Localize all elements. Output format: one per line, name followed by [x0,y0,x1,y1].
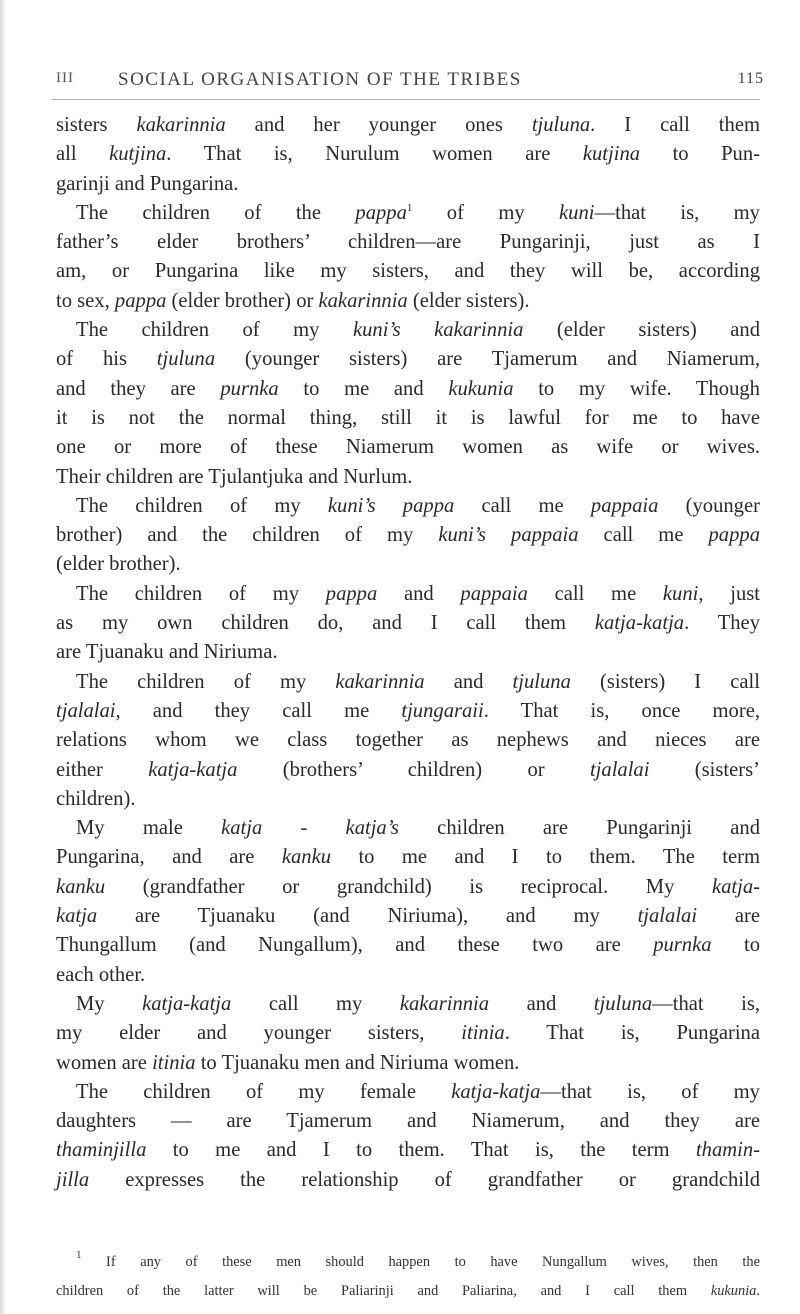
text-run: are Tjuanaku (and Niriuma), and my [97,905,638,928]
text-line [56,902,760,931]
text-run: brother) and the children of my [56,524,439,547]
text-run: The children of my [76,670,336,693]
text-run: (elder brother) or [166,289,319,312]
text-run: call me [578,524,709,547]
text-line [56,375,760,404]
text-run: of his [56,348,157,371]
text-run: as my own children do, and I call them [56,612,595,635]
text-line [56,521,760,550]
text-run: women are [56,1051,153,1074]
text-run: children are Pungarinji and [398,817,760,840]
italic-term: thamin- [695,1139,760,1162]
text-run: to [711,934,761,957]
text-line [56,756,760,785]
text-run: My male [76,817,222,840]
italic-term: katja - katja’s [221,817,399,840]
text-run: garinji and Pungarina. [56,172,239,195]
text-line [56,580,760,609]
text-run: (younger [658,494,760,517]
text-line [56,287,760,316]
text-run: —that is, of my [540,1080,760,1103]
text-run: am, or Pungarina like my sisters, and they will be, according [56,260,760,283]
text-run: The children of my female [76,1080,452,1103]
text-run: Pungarina, and are [56,846,282,869]
body-text [56,111,760,1195]
footnote-marker: 1 [76,1249,82,1261]
text-run: . That is, Pungarina [504,1022,760,1045]
text-run: either [56,758,149,781]
text-run: (brothers’ children) or [237,758,590,781]
text-run: to my wife. Though [513,377,760,400]
text-run: and [377,582,461,605]
italic-term: tjalalai [637,905,698,928]
text-run: (younger sisters) are Tjamerum and Niamerum, [215,348,760,371]
text-run: . That is, Nurulum women are [166,143,583,166]
italic-term: kanku [281,846,332,869]
italic-term: katja-katja [451,1080,541,1103]
italic-term: katja- [711,875,760,898]
text-line [56,873,760,902]
text-line [56,316,760,345]
text-run: daughters — are Tjamerum and Niamerum, and they are [56,1110,760,1133]
text-run: (elder brother). [56,553,181,576]
text-run: (grandfather or grandchild) is reciprocal. My [105,875,712,898]
footnote-line [56,1281,760,1310]
text-line [56,931,760,960]
italic-term: purnka [653,934,712,957]
text-line [56,257,760,286]
text-run: call me [527,582,663,605]
text-run: to sex, [56,289,115,312]
text-line [56,345,760,374]
text-run: (sisters) I call [570,670,760,693]
footnote-marker: 1 [406,201,413,214]
text-run: , and they call me [115,699,402,722]
italic-term: kakarinnia [399,992,490,1015]
text-line [56,1049,760,1078]
text-line [56,463,760,492]
text-run: The children of my [76,494,328,517]
text-run: to me and I to them. The term [331,846,761,869]
text-run: (sisters’ [649,758,760,781]
text-line [56,228,760,257]
text-run: , just [698,582,760,605]
italic-term: kutjina [109,143,167,166]
text-line [56,668,760,697]
italic-term: itinia [461,1022,505,1045]
text-line [56,638,760,667]
italic-term: pappaia [460,582,528,605]
italic-term: kakarinnia [136,114,226,136]
italic-term: tjuluna [531,114,591,136]
text-run: The children of my [76,582,326,605]
text-line [56,990,760,1019]
italic-term: tjuluna [512,670,571,693]
italic-term: kakarinnia [318,289,408,312]
text-run: The children of my [76,319,353,342]
text-run: and [424,670,513,693]
text-run: of my [412,201,560,224]
text-line [56,492,760,521]
italic-term: tjuluna [593,992,653,1015]
italic-term: itinia [152,1051,196,1074]
footnotes [56,1249,760,1311]
text-line [56,433,760,462]
italic-term: tjalalai [56,699,116,722]
text-line [56,140,760,169]
text-line [56,111,760,140]
text-line [56,843,760,872]
text-run: relations whom we class together as nephews and nieces are [56,729,760,752]
text-line [56,814,760,843]
header-rule [52,99,760,100]
text-run: and [489,992,594,1015]
italic-term: purnka [220,377,279,400]
text-run: to Pun- [640,143,760,166]
italic-term: kanku [56,875,106,898]
text-line [56,697,760,726]
italic-term: tjuluna [156,348,216,371]
italic-term: kukunia [448,377,514,400]
text-run: If any of these men should happen to have Nungallum wives, then the [81,1254,760,1270]
text-run: expresses the relationship of grandfather or grandchild [89,1168,760,1191]
italic-term: katja-katja [142,992,232,1015]
text-run: are [697,905,760,928]
text-run: (elder sisters) and [523,319,760,342]
text-run: are Tjuanaku and Niriuma. [56,641,278,664]
text-run: . They [684,612,760,635]
text-run: (elder sisters). [407,289,530,312]
italic-term: tjungaraii [401,699,484,722]
text-run: each other. [56,963,146,986]
text-run: to me and [278,377,449,400]
text-line [56,1107,760,1136]
text-run: Thungallum (and Nungallum), and these two are [56,934,654,957]
italic-term: pappa [708,524,760,547]
footnote-line [56,1249,760,1281]
italic-term: kuni’s pappa [327,494,455,517]
italic-term: katja-katja [594,612,685,635]
italic-term: kakarinnia [335,670,425,693]
text-run: father’s elder brothers’ children—are Pungarinji, just as I [56,231,760,254]
text-line [56,726,760,755]
text-run: . [756,1283,760,1300]
text-line [56,1019,760,1048]
italic-term: pappa [114,289,167,312]
text-run: it is not the normal thing, still it is lawful for me to have [56,406,760,429]
italic-term: katja-katja [148,758,238,781]
italic-term: pappa [355,201,407,224]
italic-term: kukunia [710,1283,757,1300]
text-run: all [56,143,110,166]
text-run: call my [231,992,400,1015]
text-line [56,550,760,579]
italic-term: thaminjilla [56,1139,147,1162]
italic-term: pappaia [590,494,659,517]
text-run: to me and I to them. That is, the term [146,1139,696,1162]
italic-term: kuni [662,582,699,605]
running-header [56,66,764,96]
italic-term: kutjina [582,143,641,166]
page-roman-numeral: III [56,70,74,86]
italic-term: kuni’s pappaia [438,524,579,547]
text-line [56,404,760,433]
text-run: The children of the [76,201,356,224]
text-run: and her younger ones [225,114,532,136]
text-run: My [76,992,143,1015]
text-run: call me [454,494,591,517]
running-title: SOCIAL ORGANISATION OF THE TRIBES [118,69,522,90]
text-run: children). [56,787,136,810]
text-run: one or more of these Niamerum women as wife or wives. [56,436,760,459]
text-run: . I call them [590,114,760,136]
text-run: children of the latter will be Paliarinji and Paliarina, and I call them [56,1283,711,1300]
text-line [56,1166,760,1195]
text-line [56,199,760,228]
italic-term: tjalalai [589,758,650,781]
text-run: my elder and younger sisters, [56,1022,462,1045]
page-edge-shadow [0,0,6,1314]
italic-term: katja [56,905,98,928]
text-run: Their children are Tjulantjuka and Nurlum. [56,465,413,488]
text-line [56,170,760,199]
text-run: . That is, once more, [483,699,760,722]
text-run: —that is, [652,992,761,1015]
text-line [56,1136,760,1165]
text-run: sisters [56,114,137,136]
text-line [56,785,760,814]
text-line [56,1078,760,1107]
text-line [56,609,760,638]
text-line [56,961,760,990]
italic-term: pappa [325,582,378,605]
text-run: to Tjuanaku men and Niriuma women. [195,1051,520,1074]
italic-term: jilla [56,1168,90,1191]
italic-term: kuni [559,201,595,224]
text-run: —that is, my [594,201,760,224]
italic-term: kuni’s kakarinnia [352,319,524,342]
page-number: 115 [737,70,764,87]
text-run: and they are [56,377,221,400]
